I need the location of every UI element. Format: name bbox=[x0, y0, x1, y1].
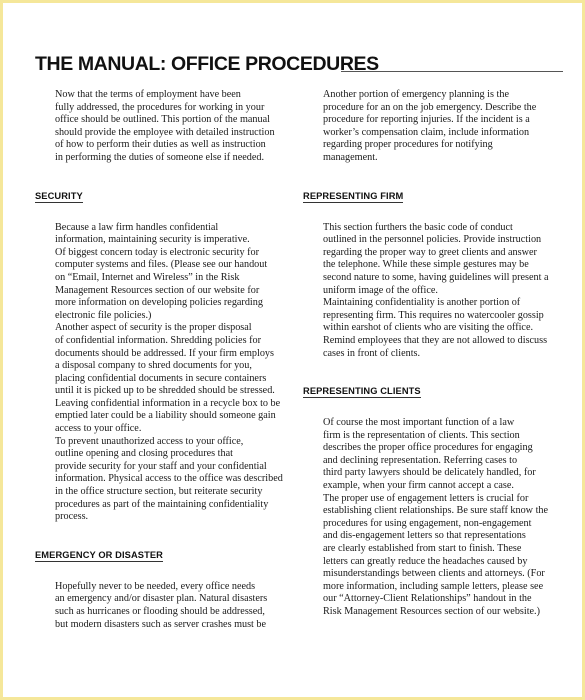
text-line: emptied later could be a liability should someone gain bbox=[55, 410, 276, 422]
text-line: an emergency and/or disaster plan. Natural disasters bbox=[55, 593, 268, 605]
text-line: worker’s compensation claim, include information bbox=[323, 126, 530, 138]
text-line: procedure for reporting injuries. If the incident is a bbox=[323, 114, 530, 126]
text-line: Another aspect of security is the proper disposal bbox=[55, 322, 252, 334]
text-line: more information on developing policies regarding bbox=[55, 297, 263, 309]
text-line: provide security for your staff and your confidential bbox=[55, 460, 267, 472]
text-line: fully addressed, the procedures for working in your bbox=[55, 101, 265, 113]
text-line: outlined in the personnel policies. Provide instruction bbox=[323, 234, 542, 246]
text-line: To prevent unauthorized access to your office, bbox=[55, 435, 244, 447]
text-line: misunderstandings between clients and attorneys. (For bbox=[323, 568, 545, 580]
text-line: letters can greatly reduce the headaches caused by bbox=[323, 555, 528, 567]
section-heading-block bbox=[35, 545, 279, 563]
text-line: representing firm. This requires no watercooler gossip bbox=[323, 309, 544, 321]
title-row bbox=[35, 53, 563, 81]
text-line: but modern disasters such as server crashes must be bbox=[55, 618, 267, 630]
text-line: office should be outlined. This portion of the manual bbox=[55, 114, 270, 126]
text-line: Risk Management Resources section of our website.) bbox=[323, 606, 540, 617]
left-column bbox=[35, 89, 283, 631]
text-line: and dis-engagement letters so that representations bbox=[323, 530, 526, 542]
text-line: documents should be addressed. If your firm employs bbox=[55, 347, 274, 359]
text-line: are clearly established from start to finish. These bbox=[323, 543, 522, 555]
text-line: of confidential information. Shredding policies for bbox=[55, 334, 261, 346]
text-line: Now that the terms of employment have been bbox=[55, 89, 241, 100]
text-line: access to your office. bbox=[55, 423, 142, 435]
text-line: of how to perform their duties as well as instruction bbox=[55, 139, 266, 151]
text-line: in the office structure section, but reiterate security bbox=[55, 486, 263, 498]
text-line: such as hurricanes or flooding should be addressed, bbox=[55, 606, 265, 617]
text-line: Of course the most important function of a law bbox=[323, 417, 515, 429]
text-line: management. bbox=[323, 151, 378, 163]
title-rule bbox=[341, 71, 563, 72]
text-line: within earshot of clients who are visiting the office. bbox=[323, 322, 534, 334]
text-line: the telephone. While these simple gestures may be bbox=[323, 259, 529, 271]
text-line: Leaving confidential information in a recycle box to be bbox=[55, 397, 281, 409]
section-heading-representing-firm: REPRESENTING FIRM bbox=[303, 190, 404, 201]
text-line: Because a law firm handles confidential bbox=[55, 221, 219, 233]
text-line: Management Resources section of our website for bbox=[55, 284, 260, 296]
text-line: and declining representation. Referring cases to bbox=[323, 454, 518, 466]
paragraph bbox=[35, 89, 279, 165]
text-line: regarding proper procedures for notifying bbox=[323, 139, 493, 151]
paragraph bbox=[35, 435, 283, 524]
text-line: uniform image of the office. bbox=[323, 284, 438, 296]
text-line: procedures for using engagement, non-engagement bbox=[323, 517, 532, 529]
text-line: third party lawyers should be delicately handled, for bbox=[323, 467, 536, 479]
text-line: on “Email, Internet and Wireless” in the Risk bbox=[55, 271, 240, 283]
paragraph bbox=[35, 222, 279, 323]
paragraph bbox=[303, 297, 555, 360]
section-heading-representing-clients: REPRESENTING CLIENTS bbox=[303, 386, 421, 397]
text-line: procedures as part of the maintaining confidentiality bbox=[55, 498, 269, 510]
text-line: Another portion of emergency planning is the bbox=[323, 89, 509, 100]
right-column bbox=[303, 89, 555, 619]
paragraph bbox=[303, 417, 555, 493]
text-line: outline opening and closing procedures that bbox=[55, 448, 233, 460]
text-line: This section furthers the basic code of conduct bbox=[323, 221, 513, 233]
section-heading-block bbox=[303, 186, 555, 204]
page-title: THE MANUAL: OFFICE PROCEDURES bbox=[35, 53, 379, 75]
text-line: process. bbox=[55, 511, 89, 523]
text-line: should provide the employee with detailed instruction bbox=[55, 126, 275, 138]
text-line: describes the proper office procedures for engaging bbox=[323, 442, 533, 454]
text-line: Maintaining confidentiality is another portion of bbox=[323, 297, 521, 309]
text-line: information, maintaining security is imperative. bbox=[55, 234, 250, 246]
text-line: placing confidential documents in secure containers bbox=[55, 372, 267, 384]
text-line: Remind employees that they are not allowed to discuss bbox=[323, 334, 548, 346]
text-line: computer systems and files. (Please see our handout bbox=[55, 259, 268, 271]
paragraph bbox=[35, 581, 279, 631]
text-line: firm is the representation of clients. This section bbox=[323, 429, 520, 441]
text-line: Of biggest concern today is electronic security for bbox=[55, 246, 259, 258]
text-line: our “Attorney-Client Relationships” handout in the bbox=[323, 593, 532, 605]
text-line: Hopefully never to be needed, every office needs bbox=[55, 580, 256, 592]
text-line: example, when your firm cannot accept a case. bbox=[323, 480, 514, 492]
text-line: electronic file policies.) bbox=[55, 309, 152, 321]
section-heading-block bbox=[35, 186, 279, 204]
paragraph bbox=[303, 89, 555, 165]
text-line: in performing the duties of someone else if needed. bbox=[55, 151, 265, 163]
text-line: cases in front of clients. bbox=[323, 347, 421, 359]
paragraph bbox=[303, 222, 555, 298]
text-line: establishing client relationships. Be sure staff know the bbox=[323, 505, 549, 517]
text-line: until it is picked up to be shredded should be stressed. bbox=[55, 385, 275, 397]
section-heading-security: SECURITY bbox=[35, 190, 83, 201]
text-line: a disposal company to shred documents for you, bbox=[55, 360, 252, 372]
paragraph bbox=[35, 322, 279, 435]
text-line: information. Physical access to the office was described bbox=[55, 473, 283, 485]
text-line: The proper use of engagement letters is crucial for bbox=[323, 492, 529, 504]
document-page bbox=[3, 3, 582, 697]
paragraph bbox=[303, 493, 555, 619]
section-heading-block bbox=[303, 381, 555, 399]
text-line: procedure for an on the job emergency. Describe the bbox=[323, 101, 537, 113]
text-line: regarding the proper way to greet clients and answer bbox=[323, 246, 537, 258]
text-line: second nature to some, having guidelines will present a bbox=[323, 271, 549, 283]
text-line: more information, including sample letters, please see bbox=[323, 580, 544, 592]
section-heading-emergency: EMERGENCY OR DISASTER bbox=[35, 549, 163, 560]
